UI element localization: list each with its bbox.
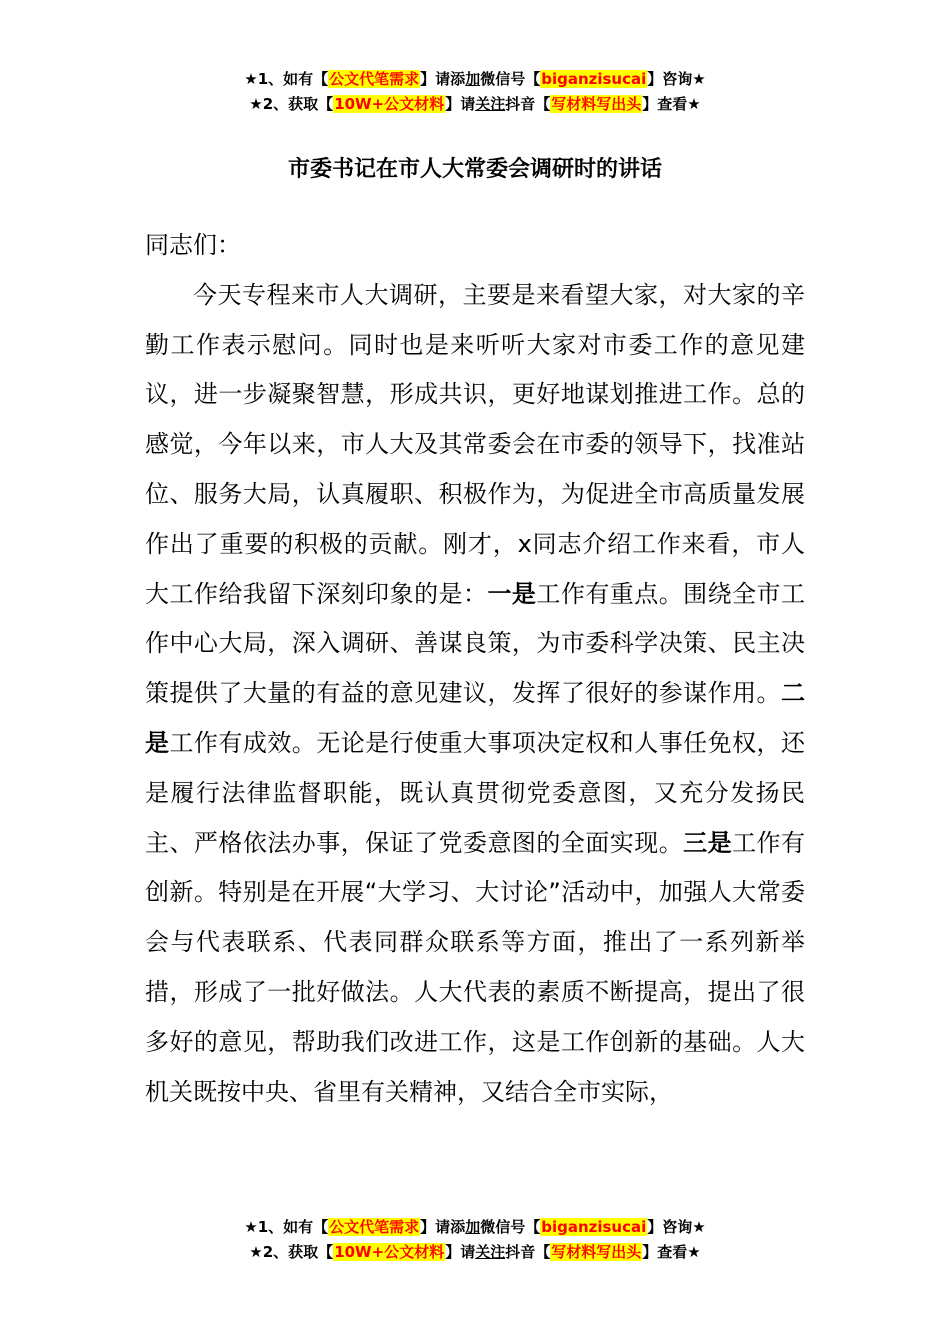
promo-text: ★1、如有【 <box>244 1218 329 1236</box>
promo-line-1 <box>0 67 950 92</box>
bold-marker: 二是 <box>145 679 805 757</box>
bold-marker: 一是 <box>487 579 537 608</box>
promo-underline: 关注 <box>475 95 506 113</box>
promo-douyin-id: 写材料写出头 <box>551 95 642 113</box>
promo-text: 抖音【 <box>505 95 551 113</box>
promo-banner-top <box>0 67 950 117</box>
promo-text: 】咨询★ <box>647 1218 706 1236</box>
promo-text: 】咨询★ <box>647 70 706 88</box>
promo-text: 微信号【 <box>480 1218 541 1236</box>
paragraph-text: 今天专程来市人大调研，主要是来看望大家，对大家的辛勤工作表示慰问。同时也是来听听大家对市委工作的意见建议，进一步凝聚智慧，形成共识，更好地谋划推进工作。总的感觉，今年以来，市人大及其常委会在市委的领导下，找准站位、服务大局，认真履职、积极作为，为促进全市高质量发展作出了重要的积极的贡献。刚才，x同志介绍工作来看，市人大工作给我留下深刻印象的是： <box>145 280 805 608</box>
paragraph-text: 工作有重点。围绕全市工作中心大局，深入调研、善谋良策，为市委科学决策、民主决策提供了大量的有益的意见建议，发挥了很好的参谋作用。 <box>145 579 806 708</box>
salutation: 同志们： <box>145 231 241 259</box>
promo-text: 】请添 <box>420 70 466 88</box>
document-title: 市委书记在市人大常委会调研时的讲话 <box>287 157 662 182</box>
promo-underline: 关注 <box>475 1243 506 1261</box>
promo-wechat-id: biganzisucai <box>541 70 647 88</box>
paragraph-text: 工作有成效。无论是行使重大事项决定权和人事任免权，还是履行法律监督职能，既认真贯彻党委意图，又充分发扬民主、严格依法办事，保证了党委意图的全面实现。 <box>145 728 806 857</box>
promo-text: 】请 <box>445 1243 476 1261</box>
promo-highlight: 10W+公文材料 <box>334 95 445 113</box>
bold-marker: 三是 <box>683 828 733 857</box>
promo-underline: 加 <box>465 70 481 88</box>
promo-wechat-id: biganzisucai <box>541 1218 647 1236</box>
promo-text: ★2、获取【 <box>249 95 334 113</box>
promo-text: 】请 <box>445 95 476 113</box>
promo-line-2 <box>0 92 950 117</box>
promo-text: 抖音【 <box>505 1243 551 1261</box>
promo-text: 】查看★ <box>642 95 701 113</box>
body-paragraph <box>145 271 805 1118</box>
promo-douyin-id: 写材料写出头 <box>551 1243 642 1261</box>
promo-text: 】查看★ <box>642 1243 701 1261</box>
promo-text: ★2、获取【 <box>249 1243 334 1261</box>
promo-highlight: 公文代笔需求 <box>329 70 420 88</box>
promo-banner-bottom <box>0 1215 950 1265</box>
promo-line-1 <box>0 1215 950 1240</box>
promo-underline: 加 <box>465 1218 481 1236</box>
promo-text: 】请添 <box>420 1218 466 1236</box>
document-body <box>145 221 805 1117</box>
promo-highlight: 公文代笔需求 <box>329 1218 420 1236</box>
paragraph-text: 工作有创新。特别是在开展“大学习、大讨论”活动中，加强人大常委会与代表联系、代表同群众联系等方面，推出了一系列新举措，形成了一批好做法。人大代表的素质不断提高，提出了很多好的意见，帮助我们改进工作，这是工作创新的基础。人大机关既按中央、省里有关精神，又结合全市实际， <box>145 828 806 1106</box>
promo-line-2 <box>0 1240 950 1265</box>
promo-text: 微信号【 <box>480 70 541 88</box>
promo-text: ★1、如有【 <box>244 70 329 88</box>
promo-highlight: 10W+公文材料 <box>334 1243 445 1261</box>
